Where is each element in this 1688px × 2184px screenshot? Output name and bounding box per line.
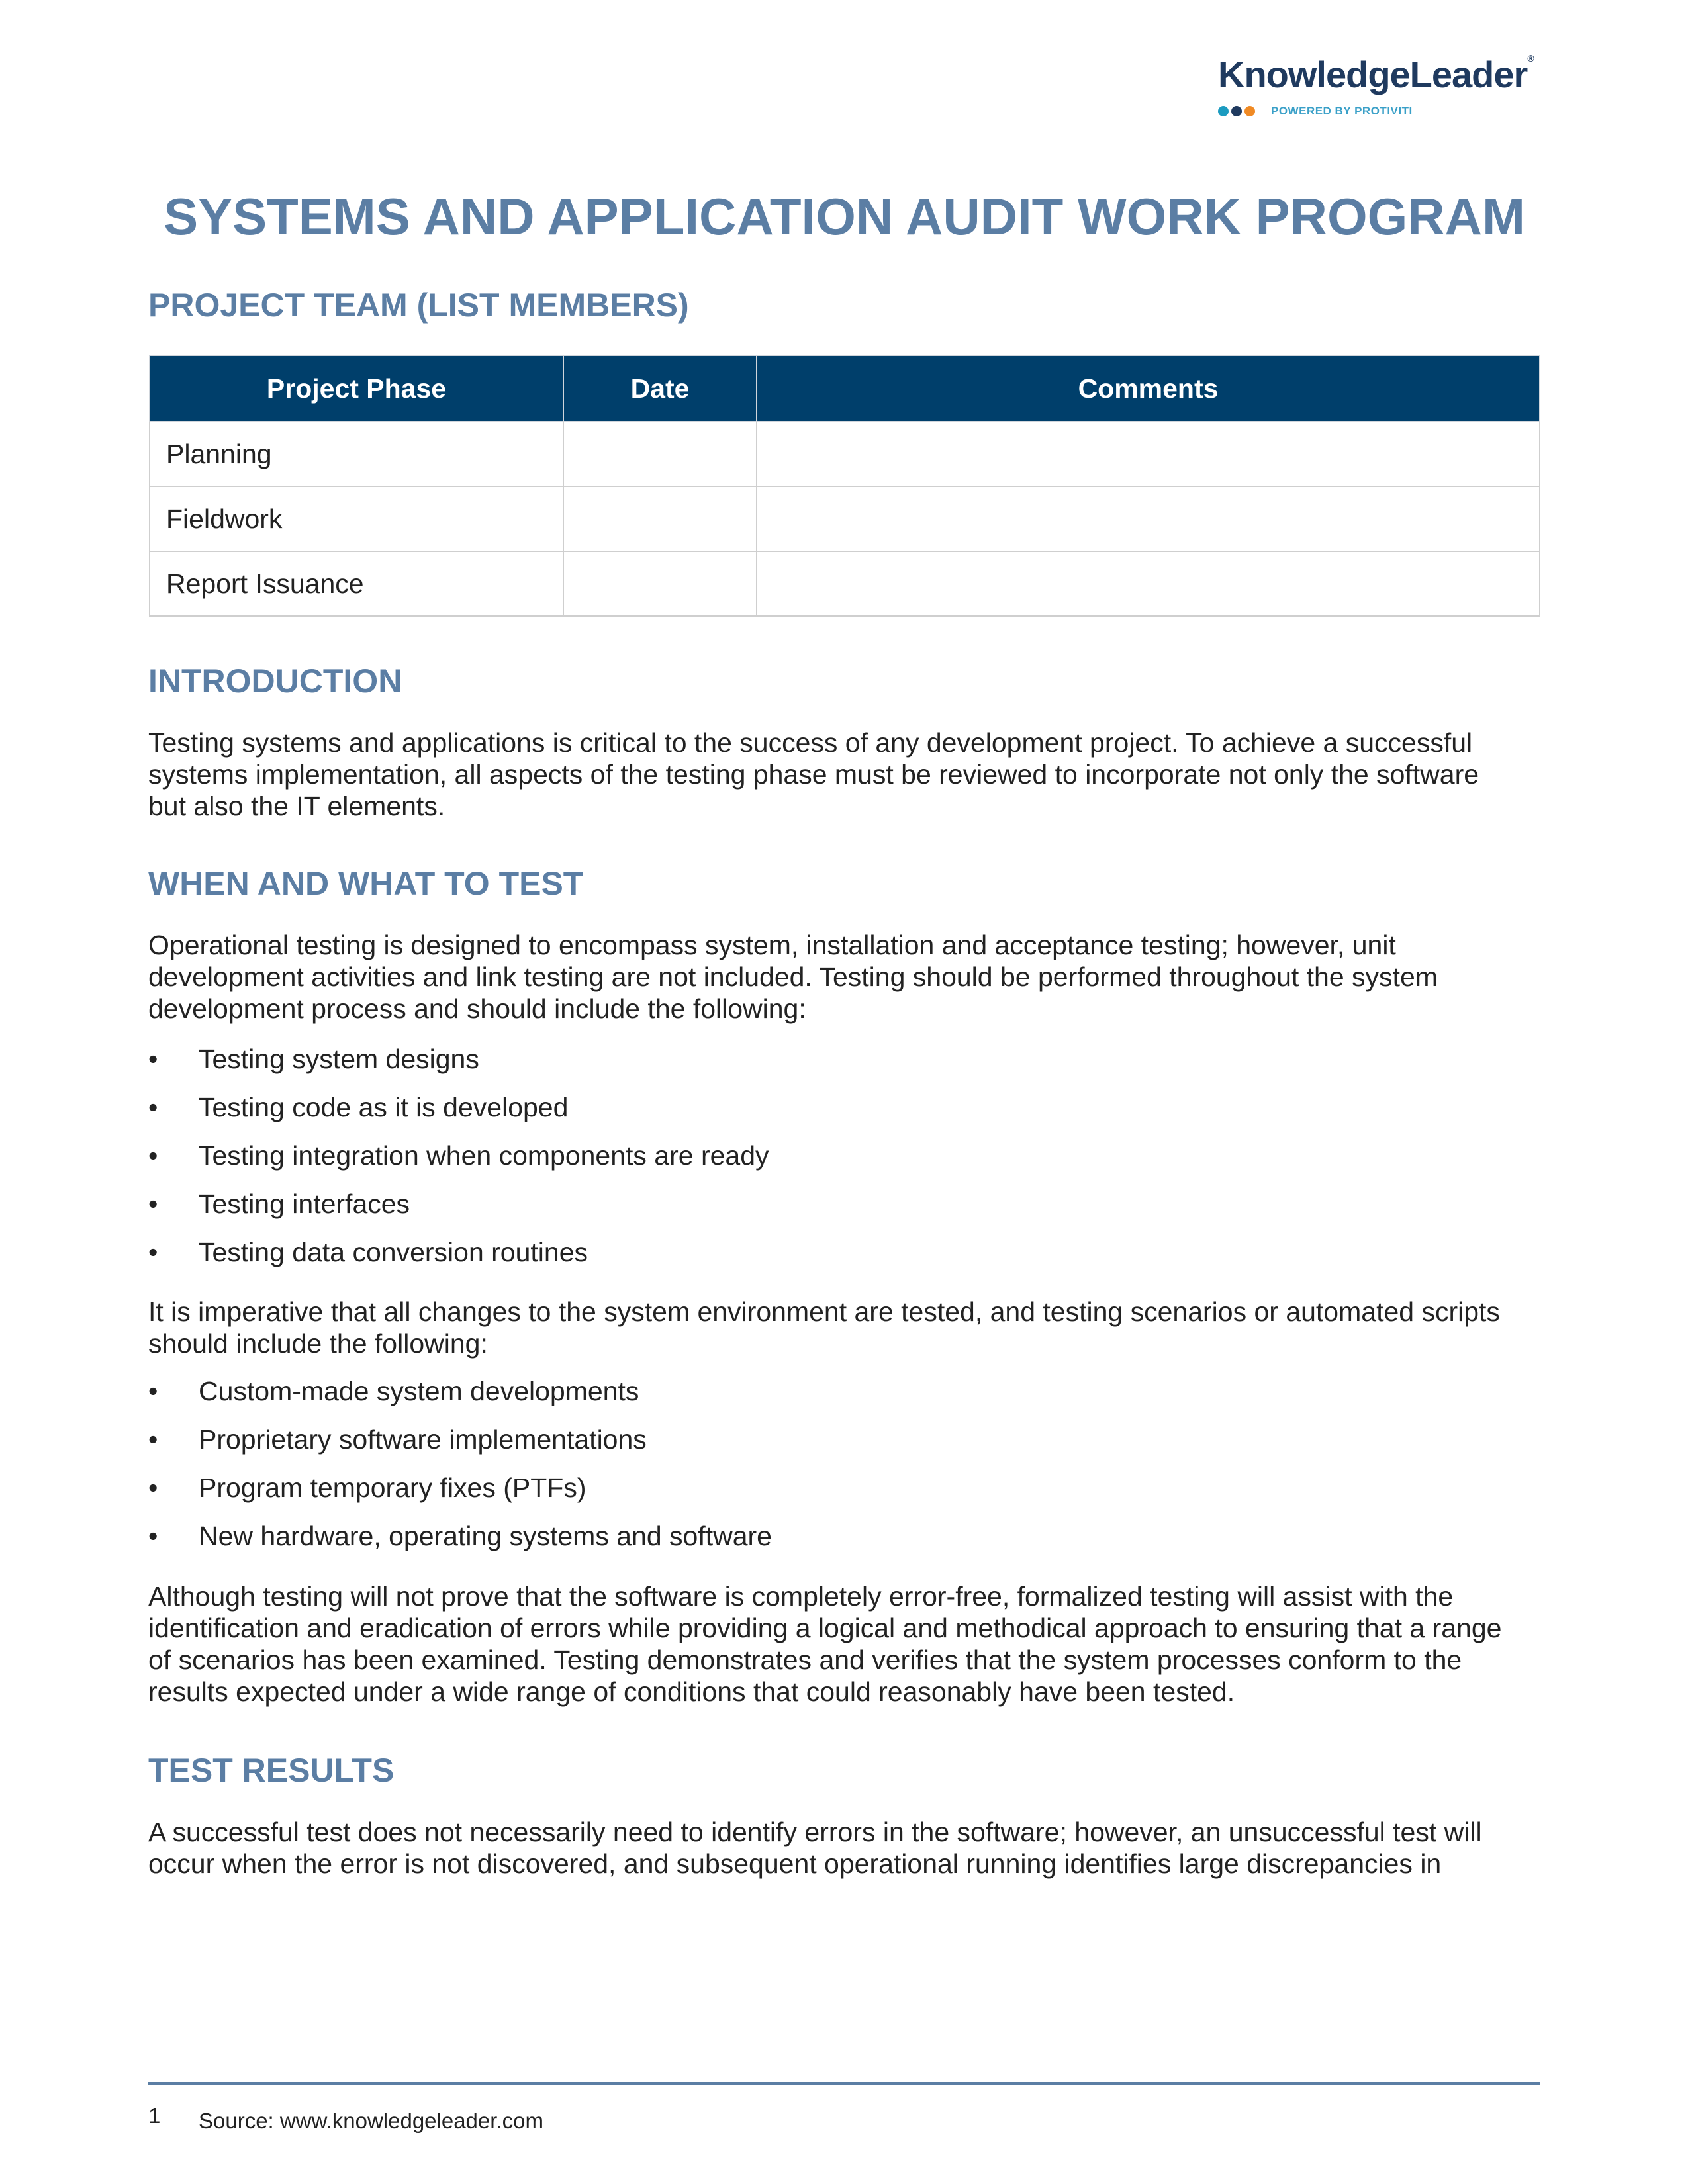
page-number: 1 — [148, 2103, 161, 2128]
column-header: Comments — [757, 355, 1540, 422]
table-cell-comments[interactable] — [757, 486, 1540, 551]
bullet-icon: • — [148, 1140, 158, 1171]
when-what-paragraph-3: Although testing will not prove that the software is completely error-free, formalized testing will assist with the identification and eradication of errors while providing a logical and methodical approach to ensuring that a range of scenarios has been examined. Testing demonstrates and verifies that the system processes conform to the results expected under a wide range of conditions that could reasonably have been tested. — [148, 1581, 1502, 1707]
bullet-icon: • — [148, 1044, 158, 1074]
bullet-icon: • — [148, 1189, 158, 1219]
list-item: • Testing data conversion routines — [148, 1237, 588, 1267]
test-results-heading: TEST RESULTS — [148, 1752, 395, 1789]
table-cell-phase: Report Issuance — [150, 551, 563, 616]
table-row — [150, 486, 1540, 551]
project-team-heading: PROJECT TEAM (LIST MEMBERS) — [148, 287, 689, 324]
table-cell-date[interactable] — [563, 551, 757, 616]
bullet-icon: • — [148, 1424, 158, 1455]
when-what-paragraph-2: It is imperative that all changes to the system environment are tested, and testing scenarios or automated scripts should include the following: — [148, 1297, 1500, 1359]
table-row — [150, 551, 1540, 616]
when-what-heading: WHEN AND WHAT TO TEST — [148, 865, 584, 902]
list-item: • New hardware, operating systems and software — [148, 1521, 772, 1551]
list-item: • Proprietary software implementations — [148, 1424, 647, 1455]
introduction-heading: INTRODUCTION — [148, 662, 402, 700]
bullet-icon: • — [148, 1521, 158, 1551]
column-header: Project Phase — [150, 355, 563, 422]
table-header-row — [150, 355, 1540, 422]
table-cell-date[interactable] — [563, 486, 757, 551]
document-title: SYSTEMS AND APPLICATION AUDIT WORK PROGRAM — [164, 187, 1525, 246]
footer-source: Source: www.knowledgeleader.com — [199, 2109, 543, 2133]
logo-dot-icon — [1244, 106, 1255, 116]
bullet-icon: • — [148, 1092, 158, 1122]
table-cell-date[interactable] — [563, 422, 757, 486]
footer-divider — [148, 2082, 1540, 2085]
list-item: • Testing code as it is developed — [148, 1092, 569, 1122]
when-what-paragraph-1: Operational testing is designed to encompass system, installation and acceptance testing; however, unit development activities and link testing are not included. Testing should be performed throughout the system development process and should include the following: — [148, 930, 1438, 1024]
bullet-icon: • — [148, 1473, 158, 1503]
table-cell-phase: Fieldwork — [150, 486, 563, 551]
project-team-table — [149, 355, 1540, 617]
introduction-paragraph: Testing systems and applications is critical to the success of any development project. To achieve a successful systems implementation, all aspects of the testing phase must be reviewed to incorporate not only the software but also the IT elements. — [148, 727, 1479, 821]
list-item: • Testing integration when components are ready — [148, 1140, 769, 1171]
table-cell-comments[interactable] — [757, 551, 1540, 616]
bullet-icon: • — [148, 1237, 158, 1267]
list-item: • Program temporary fixes (PTFs) — [148, 1473, 586, 1503]
logo-tagline: POWERED BY PROTIVITI — [1271, 105, 1413, 117]
logo-name: KnowledgeLeader — [1218, 54, 1528, 95]
knowledgeleader-logo: KnowledgeLeader® POWERED BY PROTIVITI — [1218, 53, 1534, 117]
list-item: • Testing interfaces — [148, 1189, 410, 1219]
test-results-paragraph: A successful test does not necessarily need to identify errors in the software; however, an unsuccessful test will occur when the error is not discovered, and subsequent operational running identifies large discrepancies in — [148, 1817, 1482, 1879]
column-header: Date — [563, 355, 757, 422]
list-item: • Custom-made system developments — [148, 1376, 639, 1406]
bullet-icon: • — [148, 1376, 158, 1406]
table-cell-comments[interactable] — [757, 422, 1540, 486]
table-row — [150, 422, 1540, 486]
logo-dot-icon — [1218, 106, 1229, 116]
logo-dot-icon — [1231, 106, 1242, 116]
list-item: • Testing system designs — [148, 1044, 479, 1074]
table-cell-phase: Planning — [150, 422, 563, 486]
